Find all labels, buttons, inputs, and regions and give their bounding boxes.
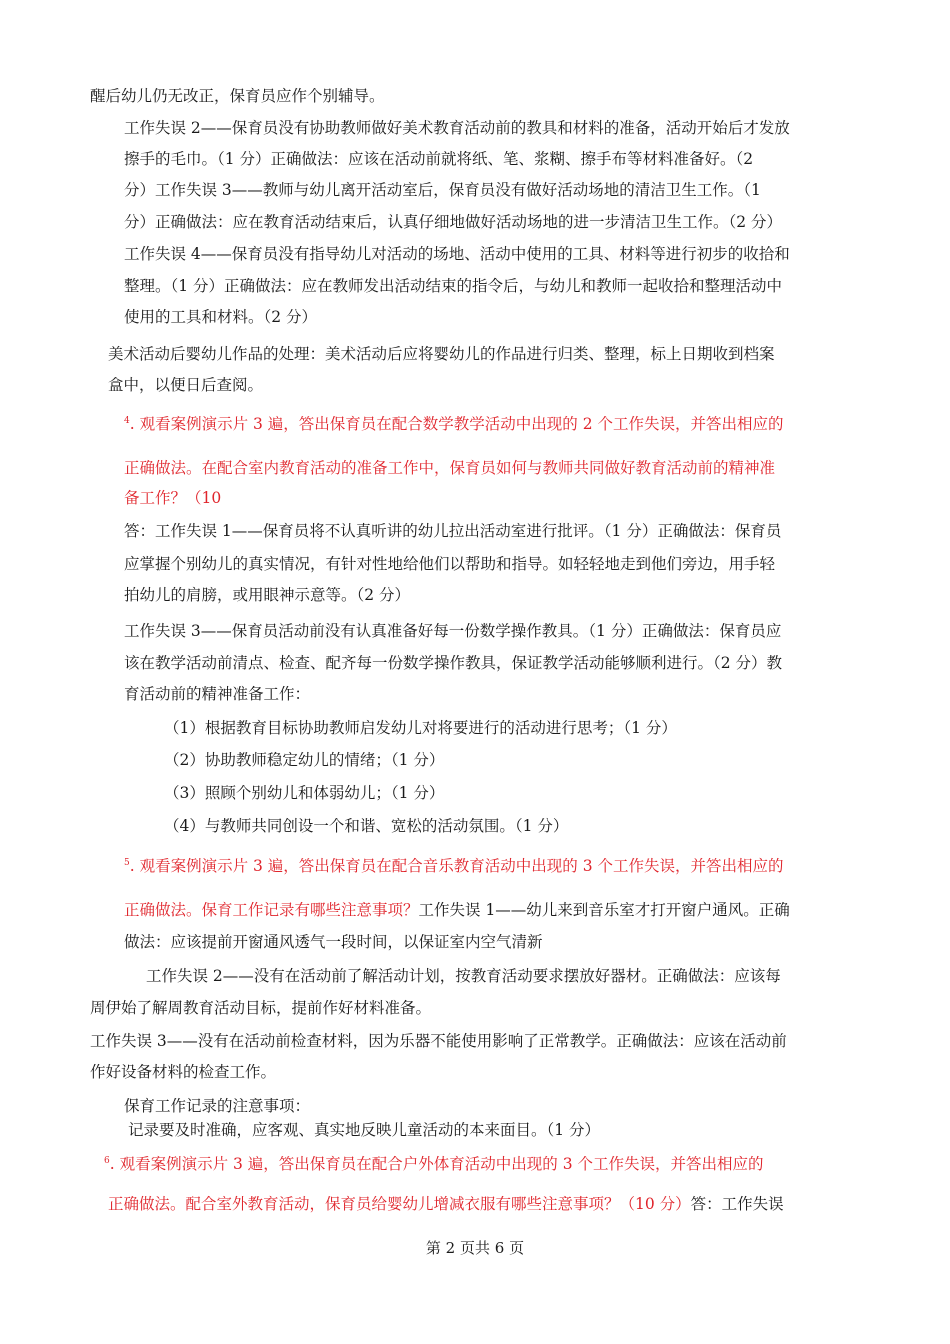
question-5-line-1: $^5$. 观看案例演示片 3 遍，答出保育员在配合音乐教育活动中出现的 3 个工作失误，并答出相应的 [124,857,784,875]
page-footer: 第 2 页共 6 页 [425,1239,525,1257]
list-item: （1）根据教育目标协助教师启发幼儿对将要进行的活动进行思考；（1 分） [164,719,677,737]
text-line: 周伊始了解周教育活动目标，提前作好材料准备。 [90,999,432,1017]
text-line: 盒中，以便日后查阅。 [108,376,264,394]
list-item: （3）照顾个别幼儿和体弱幼儿；（1 分） [164,784,445,802]
text-line: 工作失误 3——没有在活动前检查材料，因为乐器不能使用影响了正常教学。正确做法：应该在活动前 [90,1032,787,1050]
question-number: 5 [124,857,130,868]
question-4-line-1: $^4$. 观看案例演示片 3 遍，答出保育员在配合数学教学活动中出现的 2 个工作失误，并答出相应的 [124,415,784,433]
text-line: 工作失误 2——没有在活动前了解活动计划，按教育活动要求摆放好器材。正确做法：应该每 [146,967,781,985]
question-6-line-1: $^6$. 观看案例演示片 3 遍，答出保育员在配合户外体育活动中出现的 3 个工作失误，并答出相应的 [104,1155,764,1173]
text-line: 应掌握个别幼儿的真实情况，有针对性地给他们以帮助和指导。如轻轻地走到他们旁边，用手轻 [124,555,776,573]
question-5-line-2: 正确做法。保育工作记录有哪些注意事项？工作失误 1——幼儿来到音乐室才打开窗户通风。正确 [124,901,790,919]
question-number: 4 [124,415,130,426]
question-4-line-2: 正确做法。在配合室内教育活动的准备工作中，保育员如何与教师共同做好教育活动前的精神准 [124,459,776,477]
text-line: 工作失误 3——保育员活动前没有认真准备好每一份数学操作教具。（1 分）正确做法：保育员应 [124,622,782,640]
text-line: 擦手的毛巾。（1 分）正确做法：应该在活动前就将纸、笔、浆糊、擦手布等材料准备好。（2 [124,150,754,168]
text-line: 保育工作记录的注意事项： [124,1097,311,1115]
question-6-line-2: 正确做法。配合室外教育活动，保育员给婴幼儿增减衣服有哪些注意事项？（10 分）答：工作失误 [108,1195,784,1213]
question-number: 6 [104,1155,110,1166]
question-4-line-3: 备工作？（10 [124,489,222,507]
text-line: 记录要及时准确，应客观、真实地反映儿童活动的本来面目。（1 分） [128,1121,601,1139]
list-item: （4）与教师共同创设一个和谐、宽松的活动氛围。（1 分） [164,817,569,835]
text-line: 拍幼儿的肩膀，或用眼神示意等。（2 分） [124,586,411,604]
text-line: 美术活动后婴幼儿作品的处理：美术活动后应将婴幼儿的作品进行归类、整理，标上日期收到档案 [108,345,775,363]
text-line: 育活动前的精神准备工作： [124,685,311,703]
list-item: （2）协助教师稳定幼儿的情绪；（1 分） [164,751,445,769]
text-line: 醒后幼儿仍无改正，保育员应作个别辅导。 [90,87,385,105]
text-line: 该在教学活动前清点、检查、配齐每一份数学操作教具，保证教学活动能够顺利进行。（2 分）教 [124,654,783,672]
text-line: 工作失误 4——保育员没有指导幼儿对活动的场地、活动中使用的工具、材料等进行初步的收拾和 [124,245,790,263]
text-line: 使用的工具和材料。（2 分） [124,308,318,326]
text-line: 分）工作失误 3——教师与幼儿离开活动室后，保育员没有做好活动场地的清洁卫生工作。（1 [124,181,761,199]
text-line: 工作失误 2——保育员没有协助教师做好美术教育活动前的教具和材料的准备，活动开始后才发放 [124,119,790,137]
text-line: 整理。（1 分）正确做法：应在教师发出活动结束的指令后，与幼儿和教师一起收拾和整理活动中 [124,277,783,295]
text-line: 答：工作失误 1——保育员将不认真听讲的幼儿拉出活动室进行批评。（1 分）正确做法：保育员 [124,522,782,540]
text-line: 作好设备材料的检查工作。 [90,1063,277,1081]
text-line: 分）正确做法：应在教育活动结束后，认真仔细地做好活动场地的进一步清洁卫生工作。（2 分） [124,213,783,231]
text-line: 做法：应该提前开窗通风透气一段时间，以保证室内空气清新 [124,933,543,951]
